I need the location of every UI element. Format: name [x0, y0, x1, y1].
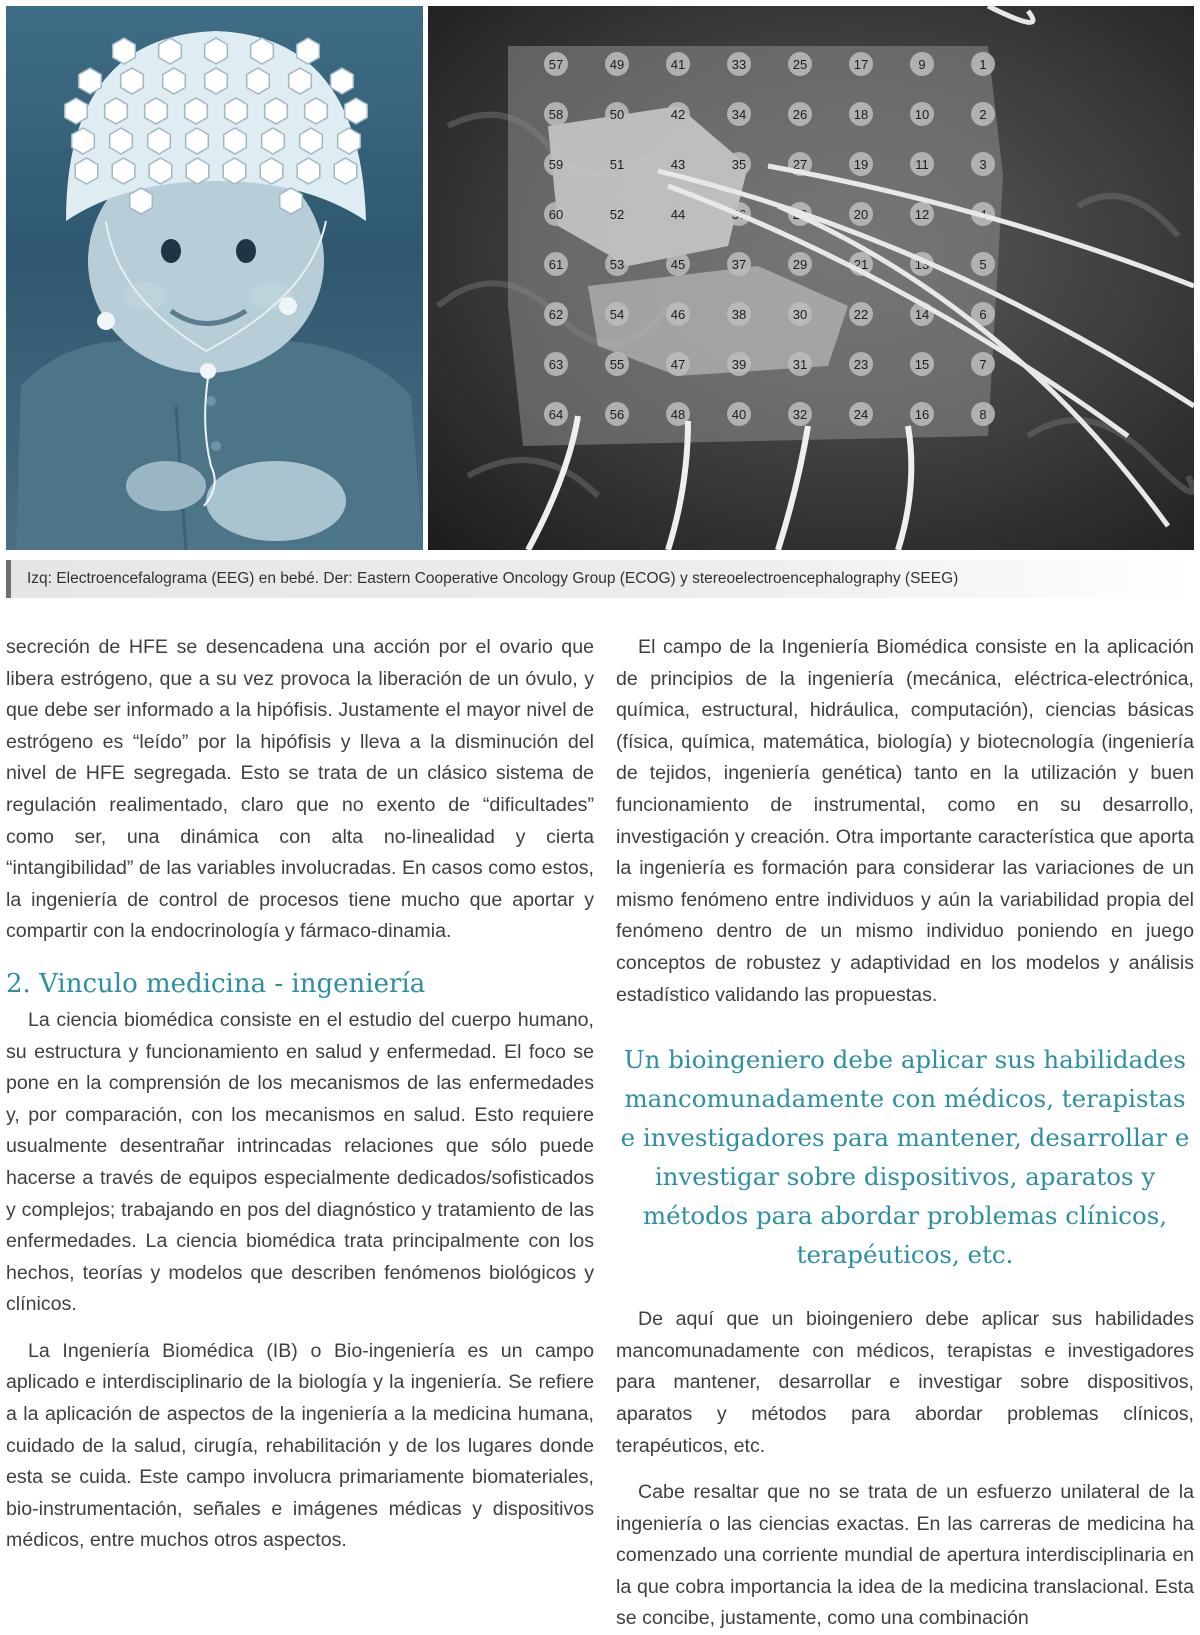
- ecog-illustration: [428, 6, 1194, 550]
- ecog-electrode-label: 27: [792, 157, 808, 172]
- ecog-electrode-label: 62: [548, 307, 564, 322]
- ecog-electrode-label: 9: [918, 57, 926, 72]
- cap-electrode: [338, 128, 361, 154]
- cap-electrode: [345, 98, 368, 124]
- ecog-electrode-label: 34: [731, 107, 747, 122]
- pull-quote: Un bioingeniero debe aplicar sus habilidades mancomunadamente con médicos, terapistas e investigadores para mantener, desarrollar e investigar sobre dispositivos, aparatos y métodos para abordar problemas clínicos, terapéuticos, etc.: [620, 1045, 1190, 1270]
- cap-electrode: [145, 98, 168, 124]
- ecog-electrode-label: 61: [548, 257, 564, 272]
- cap-electrode: [159, 38, 182, 64]
- intro-paragraph: secreción de HFE se desencadena una acción por el ovario que libera estrógeno, que a su vez provoca la liberación de un óvulo, y que debe ser informado a la hipófisis. Justamente el mayor nivel de estrógeno es “leído” por la hipófisis y lleva a la disminución del nivel de HFE segregada. Esto se trata de un clásico sistema de regulación realimentado, claro que no exento de “dificultades” como ser, una dinámica con alta no-linealidad y cierta “intangibilidad” de las variables involucradas. En casos como estos, la ingeniería de control de procesos tiene mucho que aportar y compartir con la endocrinología y fármaco-dinamia.: [6, 636, 594, 943]
- ecog-electrode-label: 42: [670, 107, 686, 122]
- ecog-electrode-label: 63: [548, 357, 564, 372]
- ecog-electrode-label: 10: [914, 107, 930, 122]
- ecog-electrode-label: 6: [979, 307, 987, 322]
- cap-electrode: [262, 128, 285, 154]
- ecog-electrode-label: 40: [731, 407, 747, 422]
- ecog-electrode-label: 5: [979, 257, 987, 272]
- cap-electrode: [225, 98, 248, 124]
- ecog-electrode-label: 60: [548, 207, 564, 222]
- ecog-electrode-label: 48: [670, 407, 686, 422]
- cap-electrode: [186, 158, 209, 184]
- ecog-electrode-label: 11: [915, 157, 929, 172]
- ecog-electrode-label: 45: [670, 257, 686, 272]
- ecog-electrode-label: 21: [853, 257, 869, 272]
- cap-electrode: [251, 38, 274, 64]
- cap-electrode: [113, 38, 136, 64]
- cap-electrode: [186, 128, 209, 154]
- cap-electrode: [247, 68, 270, 94]
- left-column: [6, 632, 594, 1557]
- cap-electrode: [300, 128, 323, 154]
- cap-electrode: [130, 188, 153, 214]
- body-paragraph: La Ingeniería Biomédica (IB) o Bio-ingeniería es un campo aplicado e interdisciplinario de la biología y la ingeniería. Se refiere a la aplicación de aspectos de la ingeniería a la medicina humana, cuidado de la salud, cirugía, rehabilitación y de los lugares donde esta se cuida. Este campo involucra primariamente biomateriales, bio-instrumentación, señales e imágenes médicas y dispositivos médicos, entre muchos otros aspectos.: [6, 1339, 594, 1552]
- ecog-electrode-label: 51: [609, 157, 625, 172]
- cap-electrode: [224, 128, 247, 154]
- cap-electrode: [205, 38, 228, 64]
- ecog-electrode-label: 26: [792, 107, 808, 122]
- ecog-electrode-label: 19: [853, 157, 869, 172]
- ecog-electrode-label: 2: [979, 107, 987, 122]
- ecog-electrode-label: 37: [731, 257, 747, 272]
- ecog-electrode-label: 16: [914, 407, 930, 422]
- ecog-electrode-label: 56: [609, 407, 625, 422]
- ecog-electrode-label: 8: [979, 407, 987, 422]
- ecog-electrode-label: 41: [670, 57, 686, 72]
- cap-electrode: [148, 128, 171, 154]
- ecog-electrode-label: 20: [853, 207, 869, 222]
- ecog-electrode-label: 44: [670, 207, 686, 222]
- eeg-baby-photo: [6, 6, 423, 550]
- cap-electrode: [260, 158, 283, 184]
- ecog-electrode-label: 12: [914, 207, 930, 222]
- cap-electrode: [305, 98, 328, 124]
- ecog-electrode-label: 39: [731, 357, 747, 372]
- ecog-electrode-label: 58: [548, 107, 564, 122]
- cap-electrode: [331, 68, 354, 94]
- body-paragraph: La ciencia biomédica consiste en el estudio del cuerpo humano, su estructura y funcionamiento en salud y enfermedad. El foco se pone en la comprensión de los mecanismos de las enfermedades y, por comparación, con los mecanismos en salud. Esto requiere usualmente desentrañar intrincadas relaciones que sólo puede hacerse a través de equipos especialmente dedicados/sofisticados y complejos; trabajando en pos del diagnóstico y tratamiento de las enfermedades. La ciencia biomédica trata principalmente con los hechos, teorías y modelos que describen fenómenos biológicos y clínicos.: [6, 1008, 594, 1316]
- ecog-electrode-label: 7: [979, 357, 987, 372]
- ecog-electrode-label: 29: [792, 257, 808, 272]
- cap-electrode: [297, 38, 320, 64]
- body-paragraph: El campo de la Ingeniería Biomédica consiste en la aplicación de principios de la ingeniería (mecánica, eléctrica-electrónica, química, estructural, hidráulica, computación), ciencias básicas (física, química, matemática, biología) y biotecnología (ingeniería de tejidos, ingeniería genética) tanto en la utilización y buen funcionamiento de instrumental, como en su desarrollo, investigación y creación. Otra importante característica que aporta la ingeniería es formación para considerar las variaciones de un mismo fenómeno entre individuos y aún la variabilidad propia del fenómeno dentro de un mismo individuo poniendo en juego conceptos de robustez y adaptividad en los modelos y análisis estadístico validando las propuestas.: [616, 636, 1194, 1006]
- cap-electrode: [185, 98, 208, 124]
- ecog-electrode-label: 22: [853, 307, 869, 322]
- ecog-electrode-label: 1: [979, 57, 987, 72]
- cap-electrode: [280, 188, 303, 214]
- ecog-electrode-label: 43: [670, 157, 686, 172]
- ecog-electrode-label: 28: [792, 207, 808, 222]
- ecog-electrode-label: 64: [548, 407, 564, 422]
- right-column: [616, 632, 1194, 1635]
- ecog-electrode-label: 33: [731, 57, 747, 72]
- cap-electrode: [72, 128, 95, 154]
- cap-electrode: [334, 158, 357, 184]
- ecog-electrode-label: 35: [731, 157, 747, 172]
- hand-shape: [206, 461, 346, 541]
- ecog-electrode-label: 24: [853, 407, 869, 422]
- cap-electrode: [110, 128, 133, 154]
- ecog-electrode-label: 3: [979, 157, 987, 172]
- ecog-electrode-label: 23: [853, 357, 869, 372]
- body-paragraph: De aquí que un bioingeniero debe aplicar sus habilidades mancomunadamente con médicos, terapistas e investigadores para mantener, desarrollar e investigar sobre dispositivos, aparatos y métodos para abordar problemas clínicos, terapéuticos, etc.: [616, 1308, 1194, 1457]
- ecog-electrode-label: 55: [609, 357, 625, 372]
- ecog-electrode-label: 15: [914, 357, 930, 372]
- section-heading: 2. Vinculo medicina - ingeniería: [6, 968, 426, 999]
- figure-caption: Izq: Electroencefalograma (EEG) en bebé. Der: Eastern Cooperative Oncology Group (ECOG) y stereoelectroencephalography (SEEG): [6, 560, 1194, 598]
- ecog-electrode-label: 13: [914, 257, 930, 272]
- ecog-electrode-label: 4: [979, 207, 987, 222]
- cap-electrode: [112, 158, 135, 184]
- ecog-electrode-label: 14: [914, 307, 930, 322]
- ecog-seeg-photo: [428, 6, 1194, 550]
- ecog-electrode-label: 49: [609, 57, 625, 72]
- ecog-electrode-label: 18: [853, 107, 869, 122]
- ecog-electrode-label: 32: [792, 407, 808, 422]
- cap-electrode: [79, 68, 102, 94]
- ecog-electrode-label: 17: [853, 57, 869, 72]
- cap-electrode: [75, 158, 98, 184]
- ecog-electrode-label: 36: [731, 207, 747, 222]
- ecog-electrode-label: 50: [609, 107, 625, 122]
- ecog-electrode-label: 31: [792, 357, 808, 372]
- cap-electrode: [149, 158, 172, 184]
- cap-electrode: [223, 158, 246, 184]
- ecog-electrode-label: 25: [792, 57, 808, 72]
- cap-electrode: [289, 68, 312, 94]
- body-paragraph: Cabe resaltar que no se trata de un esfuerzo unilateral de la ingeniería o las ciencias exactas. En las carreras de medicina ha comenzado una corriente mundial de apertura interdisciplinaria en la que cobra importancia la idea de la medicina translacional. Esta se concibe, justamente, como una combinación: [616, 1481, 1194, 1630]
- ecog-electrode-label: 54: [609, 307, 625, 322]
- cap-electrode: [265, 98, 288, 124]
- cap-electrode: [105, 98, 128, 124]
- ecog-electrode-label: 47: [670, 357, 686, 372]
- ecog-electrode-label: 52: [609, 207, 625, 222]
- ecog-electrode-label: 53: [609, 257, 625, 272]
- cap-electrode: [205, 68, 228, 94]
- cap-electrode: [65, 98, 88, 124]
- eeg-baby-illustration: [6, 6, 423, 550]
- cap-electrode: [297, 158, 320, 184]
- ecog-electrode-label: 30: [792, 307, 808, 322]
- ecog-electrode-label: 57: [548, 57, 564, 72]
- ecog-electrode-label: 38: [731, 307, 747, 322]
- cap-electrode: [163, 68, 186, 94]
- ecog-electrode-label: 59: [548, 157, 564, 172]
- cap-electrode: [121, 68, 144, 94]
- ecog-electrode-label: 46: [670, 307, 686, 322]
